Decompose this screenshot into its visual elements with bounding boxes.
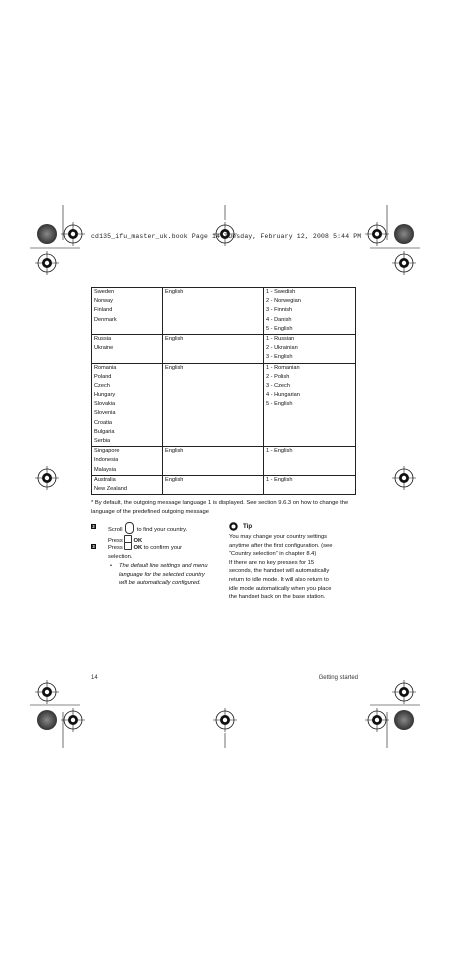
tip-line: idle mode automatically when you place [229,585,332,592]
language-option: 2 - Polish [266,373,290,380]
step-3 [108,542,223,561]
table-row [92,334,356,363]
country-language-table [91,287,356,495]
language-option: 4 - Danish [266,316,292,323]
step3-ok: OK [133,545,143,551]
language-option: 1 - English [266,476,293,483]
table-row [92,475,356,494]
table-row [92,288,356,335]
country-name: Hungary [94,392,116,399]
country-name: Australia [94,476,116,483]
footer-page-number: 14 [91,675,98,681]
country-name: Romania [94,364,117,371]
table-row [92,447,356,476]
bullet-text [119,562,229,588]
scroll-key-icon [125,522,134,534]
default-language: English [165,448,184,455]
tip-line: seconds, the handset will automatically [229,568,330,575]
language-option: 2 - Norwegian [266,298,301,305]
language-option: 3 - Finnish [266,307,293,314]
step3-rest: to confirm your [142,545,183,551]
country-cell [92,447,163,476]
table-row [92,363,356,447]
country-name: New Zealand [94,485,127,492]
note-text: By default, the outgoing message language 1 is displayed. See section 9.6.3 on how to change the language of the predefined outgoing message [91,500,349,515]
default-language-note [91,499,361,517]
country-name: Indonesia [94,457,119,464]
default-language: English [165,335,184,342]
gray-disc-top-right [394,224,414,244]
step2-ok: OK [133,537,143,544]
country-name: Bulgaria [94,428,115,435]
country-name: Slovakia [94,401,116,408]
language-option: 4 - Hungarian [266,392,300,399]
country-name: Denmark [94,316,117,323]
country-name: Czech [94,382,110,389]
tip-title: Tip [243,523,253,530]
country-cell [92,288,163,335]
language-option: 3 - Czech [266,382,290,389]
language-options-cell [264,447,356,476]
default-language: English [165,476,184,483]
language-option: 5 - English [266,401,293,408]
country-name: Poland [94,373,112,380]
language-option: 1 - Swedish [266,289,296,295]
country-cell [92,363,163,447]
gray-disc-bottom-right [394,710,414,730]
book-header: cd135_ifu_master_uk.book Page 14 Tuesday, February 12, 2008 5:44 PM [91,233,362,240]
country-name: Malaysia [94,466,117,473]
country-name: Norway [94,298,113,305]
bullet-line: language for the selected country [119,571,205,578]
step2-press-label: Press [108,537,123,544]
default-language: English [165,364,184,371]
country-name: Finland [94,307,113,314]
note-star: * [91,500,94,506]
default-language: English [165,289,184,295]
bullet-mark: • [110,563,113,569]
country-cell [92,475,163,494]
step2-scroll-label: Scroll [108,527,123,533]
tip-body [229,533,359,602]
language-option: 5 - English [266,325,293,332]
language-options-cell [264,363,356,447]
step-number-2: 2 [92,524,95,529]
country-name: Russia [94,335,112,342]
bullet-line: will be automatically configured. [119,580,201,587]
country-name: Slovenia [94,410,116,417]
country-name: Ukraine [94,345,114,352]
default-language-cell [163,334,264,363]
country-name: Croatia [94,419,113,426]
step2-rest: to find your country. [135,527,188,533]
country-name: Singapore [94,448,120,455]
tip-line: “Country selection” in chapter 8.4) [229,551,317,558]
default-language-cell [163,447,264,476]
country-name: Serbia [94,438,111,444]
language-option: 1 - English [266,448,293,455]
tip-line: If there are no key presses for 15 [229,559,315,566]
language-option: 1 - Russian [266,335,295,342]
bullet-line: The default line settings and menu [119,563,208,569]
default-language-cell [163,475,264,494]
country-cell [92,334,163,363]
gray-disc-bottom-left [37,710,57,730]
step3-press-label: Press [108,545,123,551]
tip-line: return to idle mode. It will also return to [229,576,329,583]
gray-disc-top-left [37,224,57,244]
tip-line: the handset back on the base station. [229,594,326,601]
language-options-cell [264,334,356,363]
tip-line: You may change your country settings [229,534,328,540]
default-language-cell [163,363,264,447]
tip-line: anytime after the first configuration. (see [229,542,333,549]
default-language-cell [163,288,264,335]
ok-key-icon [124,542,132,550]
language-options-cell [264,475,356,494]
country-name: Sweden [94,289,115,295]
language-option: 2 - Ukrainian [266,345,298,352]
step-number-3: 3 [92,544,95,549]
step3-cont: selection. [108,553,133,560]
language-option: 3 - English [266,354,293,361]
language-options-cell [264,288,356,335]
language-option: 1 - Romanian [266,364,300,371]
footer-section: Getting started [318,675,358,681]
tip-icon [229,522,238,531]
